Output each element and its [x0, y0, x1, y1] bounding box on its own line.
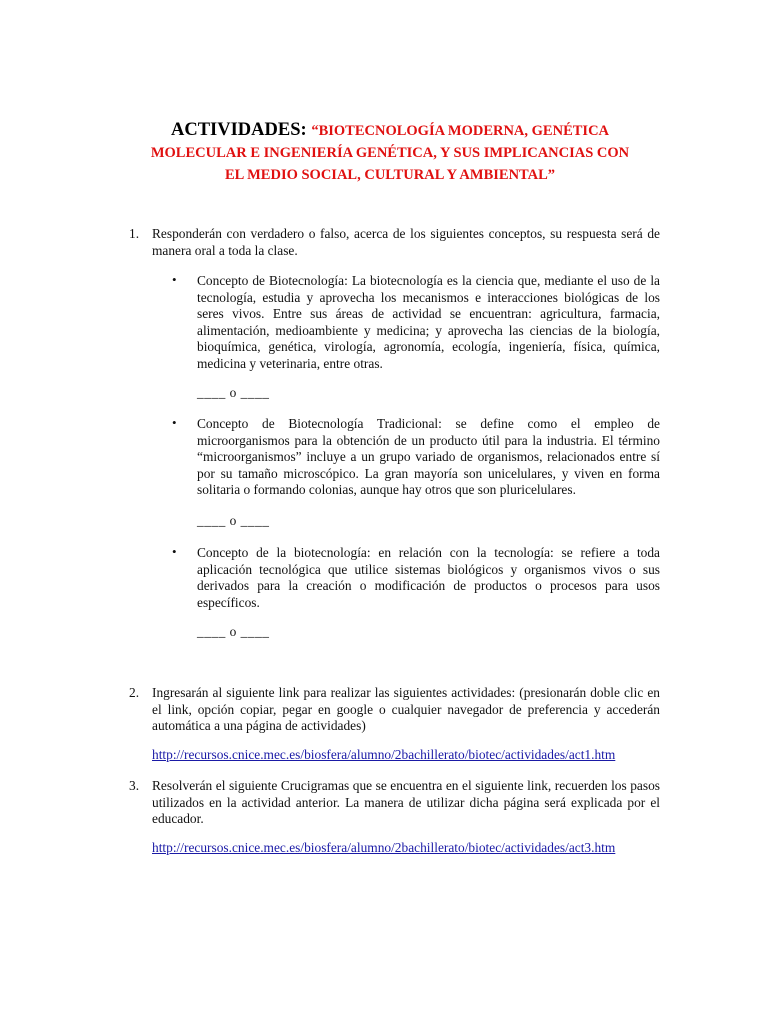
true-false-blank: ____ o ____ — [197, 624, 270, 639]
true-false-blank: ____ o ____ — [197, 513, 270, 528]
activity-2 — [129, 685, 660, 735]
page-title — [150, 120, 630, 186]
concept-biotecnologia — [172, 272, 660, 372]
activity-link[interactable]: http://recursos.cnice.mec.es/biosfera/alumno/2bachillerato/biotec/actividades/act1.htm — [152, 747, 616, 762]
activity-text: Ingresarán al siguiente link para realizar las siguientes actividades: (presionarán doble clic en el link, opción copiar, pegar en google o cualquier navegador de preferencia y accederán automática a una página de actividades) — [152, 685, 660, 733]
activity-text: Resolverán el siguiente Crucigramas que se encuentra en el siguiente link, recuerden los pasos utilizados en la actividad anterior. La manera de utilizar dicha página será explicada por el educador. — [152, 778, 660, 826]
activity-link[interactable]: http://recursos.cnice.mec.es/biosfera/alumno/2bachillerato/biotec/actividades/act3.htm — [152, 840, 616, 855]
activity-text: Responderán con verdadero o falso, acerca de los siguientes conceptos, su respuesta será de manera oral a toda la clase. — [152, 226, 660, 258]
activity-1 — [129, 226, 660, 259]
activity-3 — [129, 778, 660, 828]
true-false-blank: ____ o ____ — [197, 385, 270, 400]
title-topic: “BIOTECNOLOGÍA MODERNA, GENÉTICA MOLECULAR E INGENIERÍA GENÉTICA, Y SUS IMPLICANCIAS CON EL MEDIO SOCIAL, CULTURAL Y AMBIENTAL” — [150, 123, 630, 183]
concept-biotecnologia-tradicional — [172, 415, 660, 499]
title-label: ACTIVIDADES: — [170, 120, 312, 140]
bullet-icon: • — [172, 415, 177, 430]
concept-text: Concepto de Biotecnología: La biotecnología es la ciencia que, mediante el uso de la tecnología, estudia y aprovecha los mecanismos e interacciones biológicas de los seres vivos. Entre sus áreas de actividad se encuentran: agricultura, farmacia, alimentación, medioambiente y medicina; y aprovecha las ciencias de la biología, bioquímica, genética, virología, agronomía, ecología, ingeniería, física, química, medicina y veterinaria, entre otras. — [197, 273, 660, 371]
bullet-icon: • — [172, 272, 177, 287]
activity-number: 2. — [129, 685, 140, 700]
concept-text: Concepto de la biotecnología: en relación con la tecnología: se refiere a toda aplicación tecnológica que utilice sistemas biológicos y organismos vivos o sus derivados para la creación o modificación de productos o procesos para usos específicos. — [197, 545, 660, 610]
activity-number: 1. — [129, 226, 140, 241]
bullet-icon: • — [172, 544, 177, 559]
concept-biotecnologia-tecnologia — [172, 544, 660, 611]
activity-number: 3. — [129, 778, 140, 793]
concept-text: Concepto de Biotecnología Tradicional: se define como el empleo de microorganismos para la obtención de un producto útil para la industria. El término “microorganismos” incluye a un grupo variado de organismos, relacionados entre sí por su tamaño microscópico. La gran mayoría son unicelulares, y viven en forma solitaria o formando colonias, aunque hay otros que son pluricelulares. — [197, 416, 660, 497]
